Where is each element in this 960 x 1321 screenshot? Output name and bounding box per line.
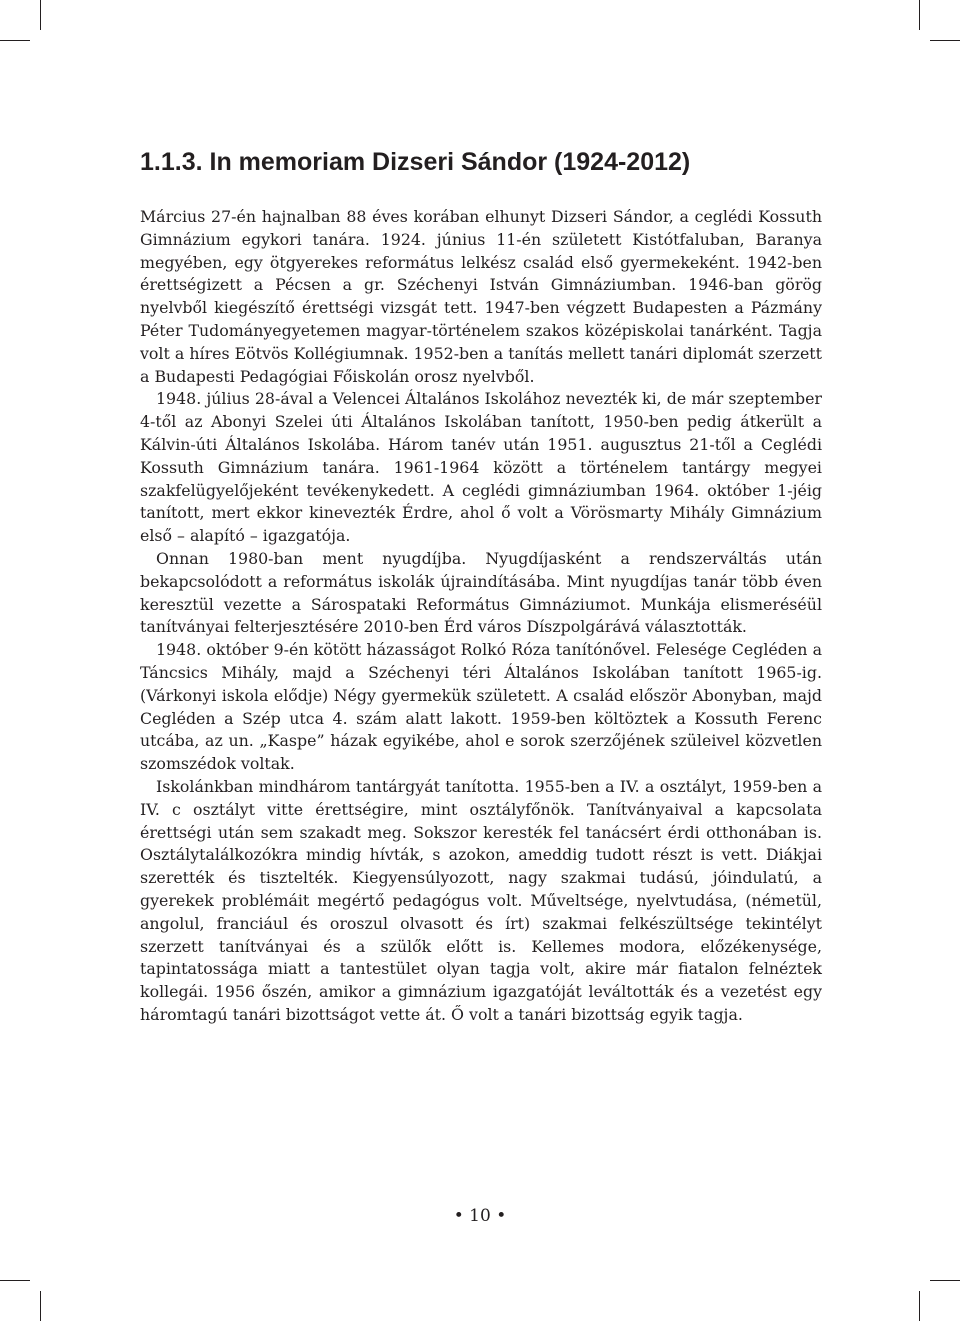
crop-mark-bottom-left [40, 1291, 41, 1321]
crop-mark-top-right [919, 0, 920, 30]
article-body [140, 206, 822, 1027]
crop-mark-bottom-right [919, 1291, 920, 1321]
paragraph-5: Iskolánkban mindhárom tantárgyát tanította. 1955-ben a IV. a osztályt, 1959-ben a IV. c osztályt vitte érettségire, mint osztályfőnök. Tanítványaival a kapcsolata érettségi után sem szakadt meg. Sokszor keresték fel tanácsért érdi otthonában is. Osztálytalálkozókra mindig hívták, s azokon, ameddig tudott részt is vett. Diákjai szerették és tisztelték. Kiegyensúlyozott, nagy szakmai tudású, jóindulatú, a gyerekek problémáit megértő pedagógus volt. Műveltsége, nyelvtudása, (németül, angolul, franciául és oroszul olvasott és írt) szakmai felkészültsége tekintélyt szerzett tanítványai és a szülők előtt is. Kellemes modora, előzékenysége, tapintatossága miatt a tantestület olyan tagja volt, akire már fiatalon felnéztek kollegái. 1956 őszén, amikor a gimnázium igazgatóját leváltották és a vezetést egy háromtagú tanári bizottságot vette át. Ő volt a tanári bizottság egyik tagja. [140, 776, 822, 1024]
section-heading: 1.1.3. In memoriam Dizseri Sándor (1924-2012) [140, 148, 691, 176]
crop-mark-bottom-right-horizontal [930, 1280, 960, 1281]
crop-mark-bottom-left-horizontal [0, 1280, 30, 1281]
crop-mark-top-right-horizontal [930, 40, 960, 41]
page-number: • 10 • [453, 1206, 507, 1226]
crop-mark-top-left-horizontal [0, 40, 30, 41]
paragraph-4: 1948. október 9-én kötött házasságot Rolkó Róza tanítónővel. Felesége Cegléden a Táncsics Mihály, majd a Széchenyi téri Általános Iskolában tanított 1965-ig. (Várkonyi iskola elődje) Négy gyermekük született. A család először Abonyban, majd Cegléden a Szép utca 4. szám alatt lakott. 1959-ben költöztek a Kossuth Ferenc utcába, az un. „Kaspe” házak egyikébe, ahol e sorok szerzőjének szüleivel közvetlen szomszédok voltak. [140, 640, 822, 774]
crop-mark-top-left [40, 0, 41, 30]
paragraph-3: Onnan 1980-ban ment nyugdíjba. Nyugdíjasként a rendszerváltás után bekapcsolódott a református iskolák újraindításába. Mint nyugdíjas tanár több éven keresztül vezette a Sárospataki Református Gimnáziumot. Munkája elismeréséül tanítványai felterjesztésére 2010-ben Érd város Díszpolgárává választották. [140, 548, 822, 637]
paragraph-1: Március 27-én hajnalban 88 éves korában elhunyt Dizseri Sándor, a ceglédi Kossuth Gimnázium egykori tanára. 1924. június 11-én született Kistótfaluban, Baranya megyében, egy ötgyerekes református lelkész család első gyermekeként. 1942-ben érettségizett a Pécsen a gr. Széchenyi István Gimnáziumban. 1946-ban görög nyelvből kiegészítő érettségi vizsgát tett. 1947-ben végzett Budapesten a Pázmány Péter Tudományegyetemen magyar-történelem szakos középiskolai tanárként. Tagja volt a híres Eötvös Kollégiumnak. 1952-ben a tanítás mellett tanári diplomát szerzett a Budapesti Pedagógiai Főiskolán orosz nyelvből. [140, 207, 822, 386]
paragraph-2: 1948. július 28-ával a Velencei Általános Iskolához nevezték ki, de már szeptember 4-től az Abonyi Szelei úti Általános Iskolában tanított, 1950-ben pedig átkerült a Kálvin-úti Általános Iskolába. Három tanév után 1951. augusztus 21-től a Ceglédi Kossuth Gimnázium tanára. 1961-1964 között a történelem tantárgy megyei szakfelügyelőjeként tevékenykedett. A ceglédi gimnáziumban 1964. október 1-jéig tanított, mert ekkor kinevezték Érdre, ahol ő volt a Vörösmarty Mihály Gimnázium első – alapító – igazgatója. [140, 389, 822, 546]
